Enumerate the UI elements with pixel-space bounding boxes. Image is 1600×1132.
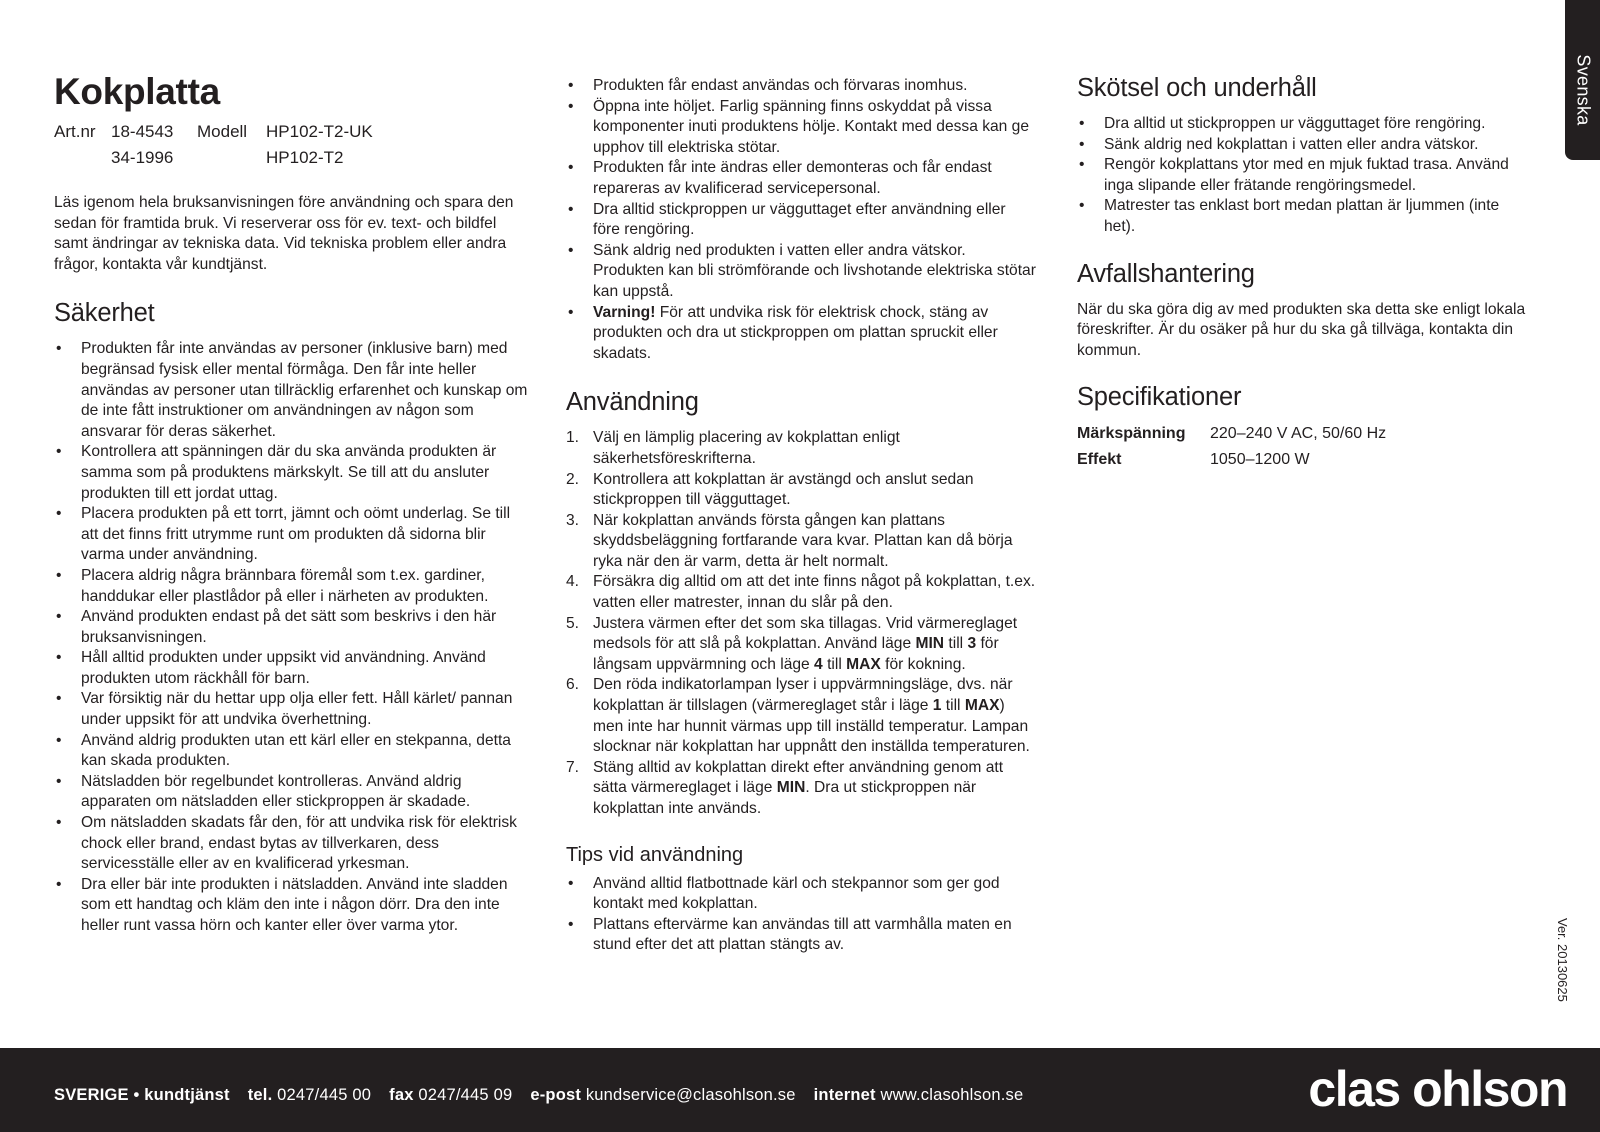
step-text: Försäkra dig alltid om att det inte finns något på kokplattan, t.ex. vatten eller matrester, innan du slår på den.	[593, 573, 1036, 612]
step-text: för kokning.	[880, 655, 966, 673]
email-label: e-post	[530, 1086, 582, 1104]
disposal-heading: Avfallshantering	[1077, 259, 1255, 288]
column-left	[54, 70, 529, 937]
disposal-text: När du ska göra dig av med produkten ska detta ske enligt lokala föreskrifter. Är du osäker på hur du ska gå tillväga, kontakta din kommun.	[1077, 300, 1526, 359]
step-number: 1.	[566, 429, 580, 447]
setting-label: MIN	[915, 635, 945, 653]
step-text: för långsam uppvärmning och läge	[593, 635, 999, 673]
safety-heading: Säkerhet	[54, 299, 155, 328]
step-text: Stäng alltid av kokplattan direkt efter användning genom att sätta värmereglaget i läge	[593, 758, 1004, 797]
language-label: Svenska	[1573, 54, 1593, 126]
usage-step	[566, 675, 1036, 757]
list-item: • Rengör kokplattans ytor med en mjuk fuktad trasa. Använd inga slipande eller frätande rengöringsmedel.	[1077, 155, 1527, 196]
step-text: till	[822, 655, 847, 673]
list-item: • Placera aldrig några brännbara föremål som t.ex. gardiner, handdukar eller plastlådor på eller i närheten av produkten.	[54, 566, 529, 607]
tips-heading: Tips vid användning	[566, 843, 744, 866]
usage-step	[566, 572, 1036, 613]
footer-region: SVERIGE • kundtjänst	[54, 1086, 230, 1104]
spec-value: 1050–1200 W	[1210, 451, 1310, 469]
list-item: • Plattans eftervärme kan användas till att varmhålla maten en stund efter det att plattan stängts av.	[566, 915, 1036, 956]
footer	[0, 1048, 1600, 1132]
setting-label: MAX	[846, 655, 881, 673]
list-item: • Håll alltid produkten under uppsikt vid användning. Använd produkten utom räckhåll för barn.	[54, 648, 529, 689]
step-number: 3.	[566, 511, 580, 529]
fax-label: fax	[389, 1086, 414, 1104]
usage-steps	[566, 428, 1036, 819]
setting-label: MIN	[776, 779, 806, 797]
safety-list	[54, 339, 529, 936]
usage-step	[566, 511, 1036, 573]
list-item: • Produkten får inte ändras eller demonteras och får endast repareras av kvalificerad servicepersonal.	[566, 158, 1036, 199]
usage-step	[566, 470, 1036, 511]
web-label: internet	[813, 1086, 876, 1104]
spec-key: Effekt	[1077, 451, 1122, 469]
step-text: Kontrollera att kokplattan är avstängd och anslut sedan stickproppen till vägguttaget.	[593, 470, 974, 509]
spec-key: Märkspänning	[1077, 425, 1186, 443]
step-text: Justera värmen efter det som ska tillagas. Vrid värmereglaget medsols för att slå på kokplattan. Använd läge	[593, 614, 1018, 653]
list-item: • Sänk aldrig ned kokplattan i vatten eller andra vätskor.	[1077, 135, 1527, 156]
article-info	[54, 119, 529, 171]
usage-step	[566, 428, 1036, 469]
tips-list	[566, 874, 1036, 956]
list-item: • Dra alltid stickproppen ur vägguttaget efter användning eller före rengöring.	[566, 200, 1036, 241]
step-number: 4.	[566, 573, 580, 591]
usage-step	[566, 614, 1036, 676]
web-address: www.clasohlson.se	[880, 1086, 1024, 1104]
care-list	[1077, 114, 1527, 238]
list-item: • Använd produkten endast på det sätt som beskrivs i den här bruksanvisningen.	[54, 607, 529, 648]
art-number-label: Art.nr	[54, 122, 96, 141]
usage-heading: Användning	[566, 388, 699, 417]
setting-label: 1	[932, 697, 942, 715]
list-item: • Sänk aldrig ned produkten i vatten eller andra vätskor. Produkten kan bli strömförande och livshotande elektriska stötar kan uppstå.	[566, 241, 1036, 303]
warning-text: För att undvika risk för elektrisk chock, stäng av produkten och dra ut stickproppen om plattan spruckit eller skadats.	[593, 303, 998, 362]
step-number: 7.	[566, 758, 580, 776]
list-item: • Använd aldrig produkten utan ett kärl eller en stekpanna, detta kan skada produkten.	[54, 731, 529, 772]
setting-label: MAX	[964, 697, 1000, 715]
intro-paragraph: Läs igenom hela bruksanvisningen före användning och spara den sedan för framtida bruk. Vi reserverar oss för ev. text- och bildfel samt ändringar av tekniska data. Vid tekniska problem eller andra frågor, kontakta vår kundtjänst.	[54, 194, 514, 273]
brand-logo: clas ohlson	[1308, 1061, 1567, 1117]
model-2: HP102-T2	[266, 148, 344, 167]
tel-number: 0247/445 00	[277, 1086, 372, 1104]
page-title: Kokplatta	[54, 71, 220, 112]
care-heading: Skötsel och underhåll	[1077, 74, 1317, 102]
step-number: 6.	[566, 676, 580, 694]
art-number-1: 18-4543	[111, 122, 174, 141]
list-item: • Produkten får endast användas och förvaras inomhus.	[566, 76, 1036, 97]
warning-label: Varning!	[593, 303, 656, 321]
step-text: När kokplattan används första gången kan plattans skyddsbeläggning fortfarande vara kvar. Plattan kan då börja ryka när den är varm, detta är helt normalt.	[593, 511, 1013, 570]
step-text: till	[944, 635, 968, 653]
list-item: • Dra alltid ut stickproppen ur vägguttaget före rengöring.	[1077, 114, 1527, 135]
setting-label: 3	[967, 635, 977, 653]
list-item: • Placera produkten på ett torrt, jämnt och oömt underlag. Se till att det finns fritt utrymme runt om produkten då sidorna blir varma under användning.	[54, 504, 529, 566]
list-item: • Var försiktig när du hettar upp olja eller fett. Håll kärlet/ pannan under uppsikt för att undvika överhettning.	[54, 689, 529, 730]
list-item: • Dra eller bär inte produkten i nätsladden. Använd inte sladden som ett handtag och kläm den inte i någon dörr. Dra den inte heller runt vassa hörn och kanter eller över varma ytor.	[54, 875, 529, 937]
spec-value: 220–240 V AC, 50/60 Hz	[1210, 425, 1387, 443]
step-text: Den röda indikatorlampan lyser i uppvärmningsläge, dvs. när kokplattan är tillslagen (värmereglaget står i läge	[593, 676, 1013, 715]
step-number: 2.	[566, 470, 580, 488]
list-item: • Produkten får inte användas av personer (inklusive barn) med begränsad fysisk eller mental förmåga. Den får inte heller användas av personer utan tillräcklig erfarenhet och kunskap om de inte fått instruktioner om användningen av någon som ansvarar för deras säkerhet.	[54, 339, 529, 442]
specs-heading: Specifikationer	[1077, 383, 1242, 412]
list-item: • Matrester tas enklast bort medan plattan är ljummen (inte het).	[1077, 196, 1527, 237]
step-text: . Dra ut stickproppen när kokplattan inte används.	[593, 779, 977, 817]
specs-table	[1077, 423, 1527, 470]
column-right	[1077, 72, 1527, 470]
setting-label: 4	[814, 655, 823, 673]
fax-number: 0247/445 09	[418, 1086, 513, 1104]
footer-contact	[54, 1086, 1023, 1105]
safety-list-continued	[566, 76, 1036, 364]
list-item: • Öppna inte höljet. Farlig spänning finns oskyddat på vissa komponenter inuti produktens hölje. Kontakt med dessa kan ge upphov till elektriska stötar.	[566, 97, 1036, 159]
step-number: 5.	[566, 614, 580, 632]
art-number-2: 34-1996	[111, 148, 174, 167]
step-text: ) men inte har hunnit värmas upp till inställd temperatur. Lampan slocknar när kokplattan har uppnått den inställda temperaturen.	[593, 697, 1030, 756]
email-address: kundservice@clasohlson.se	[585, 1086, 796, 1104]
list-item: • Kontrollera att spänningen där du ska använda produkten är samma som på produktens märkskylt. Se till att du ansluter produkten till ett jordat uttag.	[54, 442, 529, 504]
step-text: Välj en lämplig placering av kokplattan enligt säkerhetsföreskrifterna.	[593, 429, 900, 467]
usage-step	[566, 758, 1036, 820]
step-text: till	[941, 697, 965, 715]
warning-item	[566, 303, 1036, 365]
column-middle	[566, 76, 1036, 956]
list-item: • Om nätsladden skadats får den, för att undvika risk för elektrisk chock eller brand, endast bytas av tillverkaren, dess servicesställe eller av en kvalificerad yrkesman.	[54, 813, 529, 875]
model-1: HP102-T2-UK	[266, 122, 373, 141]
list-item: • Nätsladden bör regelbundet kontrolleras. Använd aldrig apparaten om nätsladden eller stickproppen är skadade.	[54, 772, 529, 813]
version-label: Ver. 20130625	[1555, 918, 1570, 1002]
model-label: Modell	[197, 122, 248, 141]
language-tab	[1565, 0, 1600, 160]
list-item: • Använd alltid flatbottnade kärl och stekpannor som ger god kontakt med kokplattan.	[566, 874, 1036, 915]
tel-label: tel.	[247, 1086, 273, 1104]
